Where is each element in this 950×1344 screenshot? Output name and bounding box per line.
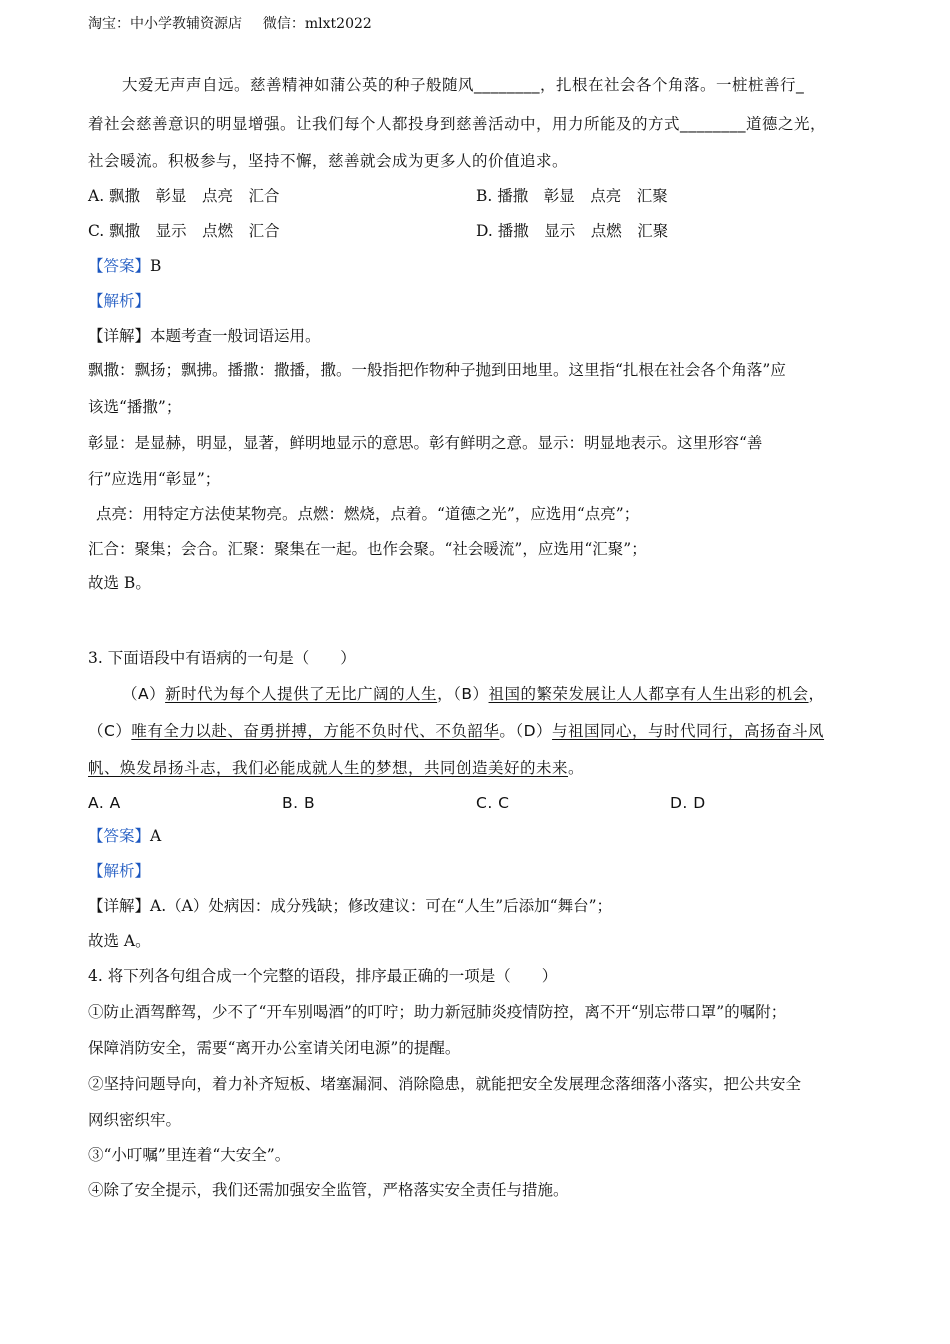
q3-passage-line-2: [88, 720, 862, 742]
q3-answer: [88, 825, 862, 847]
q3-answer-label: 【答案】: [88, 827, 151, 845]
q4-line: ②坚持问题导向，着力补齐短板、堵塞漏洞、消除隐患，就能把安全发展理念落细落小落实，把公共安全: [88, 1075, 802, 1093]
q3-detail-line: 故选 A。: [88, 932, 151, 950]
q2-answer: [88, 255, 862, 277]
q3-passage-line-3: [88, 757, 862, 779]
q3-label-d: （D）: [515, 722, 553, 740]
q2-answer-label: 【答案】: [88, 257, 151, 275]
q4-line: 网织密织牢。: [88, 1111, 182, 1129]
q3-sentence-d-part2: 帆、焕发昂扬斗志，我们必能成就人生的梦想，共同创造美好的未来: [88, 759, 569, 777]
q4-stem: 4. 将下列各句组合成一个完整的语段，排序最正确的一项是（ ）: [88, 967, 558, 985]
q2-option-a: A. 飘撒 彰显 点亮 汇合: [88, 187, 280, 205]
q2-detail-line: 点亮：用特定方法使某物亮。点燃：燃烧，点着。“道德之光”，应选用“点亮”；: [96, 505, 640, 523]
q2-detail-line: 【详解】本题考查一般词语运用。: [88, 327, 321, 345]
q2-passage-line-3: 社会暖流。积极参与，坚持不懈，慈善就会成为更多人的价值追求。: [88, 152, 569, 170]
page-header: [88, 13, 862, 35]
q3-period: 。: [499, 722, 516, 740]
q3-comma: ，: [808, 685, 825, 703]
q3-option-c: C. C: [476, 794, 510, 812]
shop-label: 淘宝：中小学教辅资源店: [88, 16, 242, 32]
q3-period: 。: [568, 759, 585, 777]
q2-analysis-label: 【解析】: [88, 292, 151, 310]
q3-sentence-b: 祖国的繁荣发展让人人都享有人生出彩的机会: [488, 685, 809, 703]
q2-option-c: C. 飘撒 显示 点燃 汇合: [88, 222, 280, 240]
q3-stem: 3. 下面语段中有语病的一句是（ ）: [88, 649, 356, 667]
q2-passage-line-2: 着社会慈善意识的明显增强。让我们每个人都投身到慈善活动中，用力所能及的方式________道德之光，: [88, 115, 827, 133]
q2-answer-value: B: [150, 257, 162, 275]
q2-detail-line: 故选 B。: [88, 574, 151, 592]
q3-answer-value: A: [150, 827, 162, 845]
q2-option-d: D. 播撒 显示 点燃 汇聚: [476, 222, 669, 240]
q3-sentence-a: 新时代为每个人提供了无比广阔的人生: [165, 685, 438, 703]
q3-comma: ，: [437, 685, 454, 703]
q3-option-a: A. A: [88, 794, 121, 812]
q2-detail-line: 该选“播撒”；: [88, 398, 182, 416]
q2-detail-line: 彰显：是显赫，明显，显著，鲜明地显示的意思。彰有鲜明之意。显示：明显地表示。这里形容“善: [88, 434, 763, 452]
q4-line: ③“小叮嘱”里连着“大安全”。: [88, 1146, 291, 1164]
q3-label-b: （B）: [453, 685, 489, 703]
q4-line: 保障消防安全，需要“离开办公室请关闭电源”的提醒。: [88, 1039, 461, 1057]
wechat-label: 微信：mlxt2022: [262, 16, 372, 32]
q4-line: ④除了安全提示，我们还需加强安全监管，严格落实安全责任与措施。: [88, 1181, 569, 1199]
q3-label-a: （A）: [122, 685, 166, 703]
q3-passage-line-1: [122, 683, 862, 705]
q3-option-b: B. B: [282, 794, 316, 812]
q2-detail-line: 行”应选用“彰显”；: [88, 470, 221, 488]
q2-detail-line: 飘撒：飘扬；飘拂。播撒：撒播，撒。一般指把作物种子抛到田地里。这里指“扎根在社会各个角落”应: [88, 361, 786, 379]
q2-detail-line: 汇合：聚集；会合。汇聚：聚集在一起。也作会聚。“社会暖流”，应选用“汇聚”；: [88, 540, 647, 558]
q3-sentence-c: 唯有全力以赴、奋勇拼搏，方能不负时代、不负韶华: [131, 722, 500, 740]
q3-label-c: （C）: [88, 722, 132, 740]
q2-passage-line-1: 大爱无声声自远。慈善精神如蒲公英的种子般随风________，扎根在社会各个角落。一桩桩善行_: [122, 76, 805, 94]
q3-detail-line: 【详解】A.（A）处病因：成分残缺；修改建议：可在“人生”后添加“舞台”；: [88, 897, 613, 915]
q2-option-b: B. 播撒 彰显 点亮 汇聚: [476, 187, 668, 205]
q3-analysis-label: 【解析】: [88, 862, 151, 880]
q3-option-d: D. D: [670, 794, 706, 812]
q4-line: ①防止酒驾醉驾，少不了“开车别喝酒”的叮咛；助力新冠肺炎疫情防控，离不开“别忘带口罩”的嘱附；: [88, 1003, 787, 1021]
q3-sentence-d-part1: 与祖国同心，与时代同行，高扬奋斗风: [552, 722, 825, 740]
